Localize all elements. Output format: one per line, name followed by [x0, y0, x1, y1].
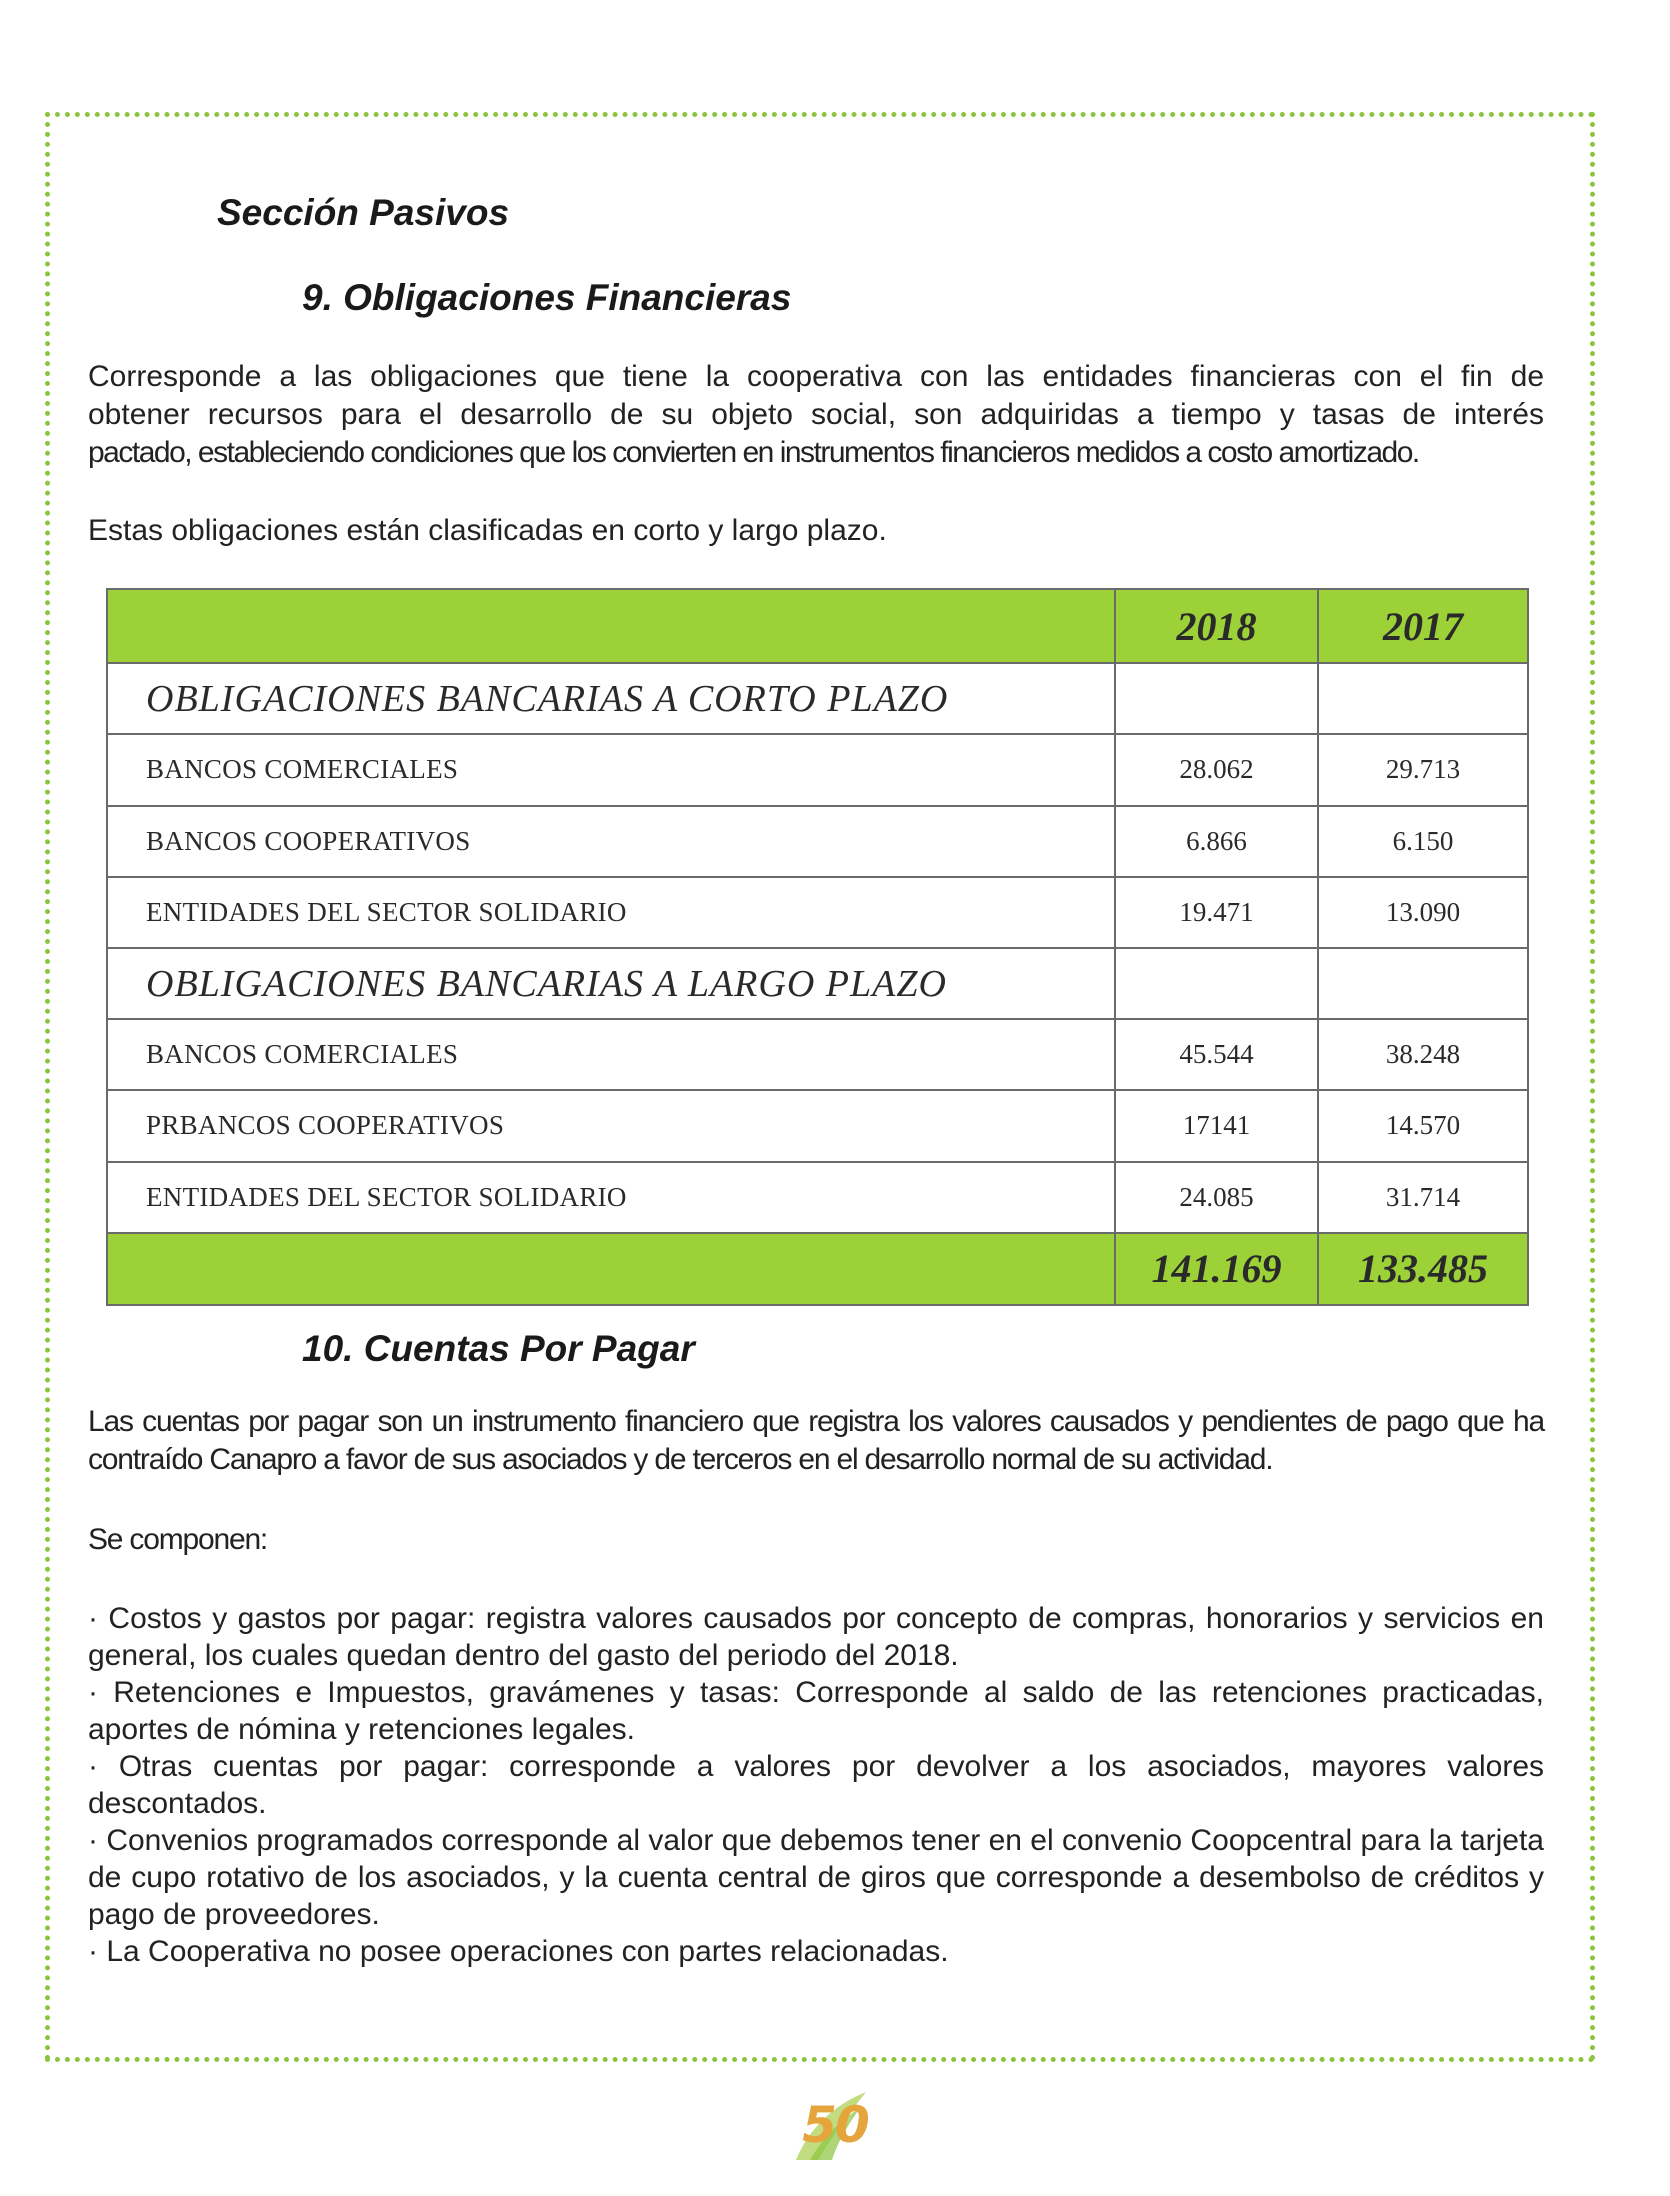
row-label: BANCOS COMERCIALES: [107, 1019, 1115, 1090]
row-label: ENTIDADES DEL SECTOR SOLIDARIO: [107, 1162, 1115, 1233]
total-2018: 141.169: [1115, 1233, 1318, 1305]
value-2018: 17141: [1115, 1090, 1318, 1161]
value-2017: 38.248: [1318, 1019, 1528, 1090]
page-number: 50: [802, 2096, 868, 2154]
value-2017: 6.150: [1318, 806, 1528, 877]
row-label: BANCOS COMERCIALES: [107, 734, 1115, 805]
list-item: · Otras cuentas por pagar: corresponde a valores por devolver a los asociados, mayores valores descontados.: [88, 1750, 1544, 1820]
list-item: · Retenciones e Impuestos, gravámenes y tasas: Corresponde al saldo de las retenciones practicadas, aportes de nómina y retenciones legales.: [88, 1676, 1544, 1746]
row-label: BANCOS COOPERATIVOS: [107, 806, 1115, 877]
value-2017: 13.090: [1318, 877, 1528, 948]
table-total-row: [107, 1233, 1528, 1305]
intro-line-1: Corresponde a las obligaciones que tiene la cooperativa con las entidades financieras con el fin de: [88, 360, 1544, 393]
section-title: Sección Pasivos: [217, 192, 510, 233]
obligaciones-classification: Estas obligaciones están clasificadas en corto y largo plazo.: [88, 514, 887, 547]
table-row: [107, 734, 1528, 805]
value-2017: 14.570: [1318, 1090, 1528, 1161]
value-2018: 24.085: [1115, 1162, 1318, 1233]
header-year-2017: 2017: [1318, 589, 1528, 663]
short-term-title: OBLIGACIONES BANCARIAS A CORTO PLAZO: [107, 663, 1115, 734]
heading-obligaciones-financieras: 9. Obligaciones Financieras: [302, 277, 792, 318]
value-2018: 28.062: [1115, 734, 1318, 805]
value-2017: 31.714: [1318, 1162, 1528, 1233]
components-list: [88, 1600, 1544, 1970]
page-number-badge: [770, 2088, 900, 2168]
value-2017: 29.713: [1318, 734, 1528, 805]
short-term-section-row: [107, 663, 1528, 734]
empty-cell: [1115, 948, 1318, 1019]
long-term-title: OBLIGACIONES BANCARIAS A LARGO PLAZO: [107, 948, 1115, 1019]
obligaciones-intro: [88, 358, 1544, 434]
header-year-2018: 2018: [1115, 589, 1318, 663]
components-label: Se componen:: [88, 1523, 268, 1556]
row-label: ENTIDADES DEL SECTOR SOLIDARIO: [107, 877, 1115, 948]
table-header-row: [107, 589, 1528, 663]
table-row: [107, 1162, 1528, 1233]
empty-cell: [1115, 663, 1318, 734]
table-row: [107, 806, 1528, 877]
obligaciones-table: [106, 588, 1529, 1306]
heading-cuentas-por-pagar: 10. Cuentas Por Pagar: [302, 1328, 695, 1369]
table-row: [107, 1090, 1528, 1161]
long-term-section-row: [107, 948, 1528, 1019]
list-item: · La Cooperativa no posee operaciones con partes relacionadas.: [88, 1935, 949, 1968]
intro-line-2: obtener recursos para el desarrollo de su objeto social, son adquiridas a tiempo y tasas de interés: [88, 398, 1544, 431]
cuentas-por-pagar-intro: Las cuentas por pagar son un instrumento financiero que registra los valores causados y pendientes de pago que ha contraído Canapro a favor de sus asociados y de terceros en el desarrollo normal de su actividad.: [88, 1405, 1544, 1476]
empty-cell: [1318, 663, 1528, 734]
table-row: [107, 877, 1528, 948]
total-empty-cell: [107, 1233, 1115, 1305]
list-item: · Convenios programados corresponde al valor que debemos tener en el convenio Coopcentral para la tarjeta de cupo rotativo de los asociados, y la cuenta central de giros que corresponde a desembolso de créditos y pago de proveedores.: [88, 1824, 1544, 1931]
value-2018: 19.471: [1115, 877, 1318, 948]
table-row: [107, 1019, 1528, 1090]
value-2018: 6.866: [1115, 806, 1318, 877]
header-empty-cell: [107, 589, 1115, 663]
row-label: PRBANCOS COOPERATIVOS: [107, 1090, 1115, 1161]
value-2018: 45.544: [1115, 1019, 1318, 1090]
obligaciones-intro-last-line: pactado, estableciendo condiciones que los convierten en instrumentos financieros medidos a costo amortizado.: [88, 436, 1419, 469]
total-2017: 133.485: [1318, 1233, 1528, 1305]
list-item: · Costos y gastos por pagar: registra valores causados por concepto de compras, honorarios y servicios en general, los cuales quedan dentro del gasto del periodo del 2018.: [88, 1602, 1544, 1672]
empty-cell: [1318, 948, 1528, 1019]
